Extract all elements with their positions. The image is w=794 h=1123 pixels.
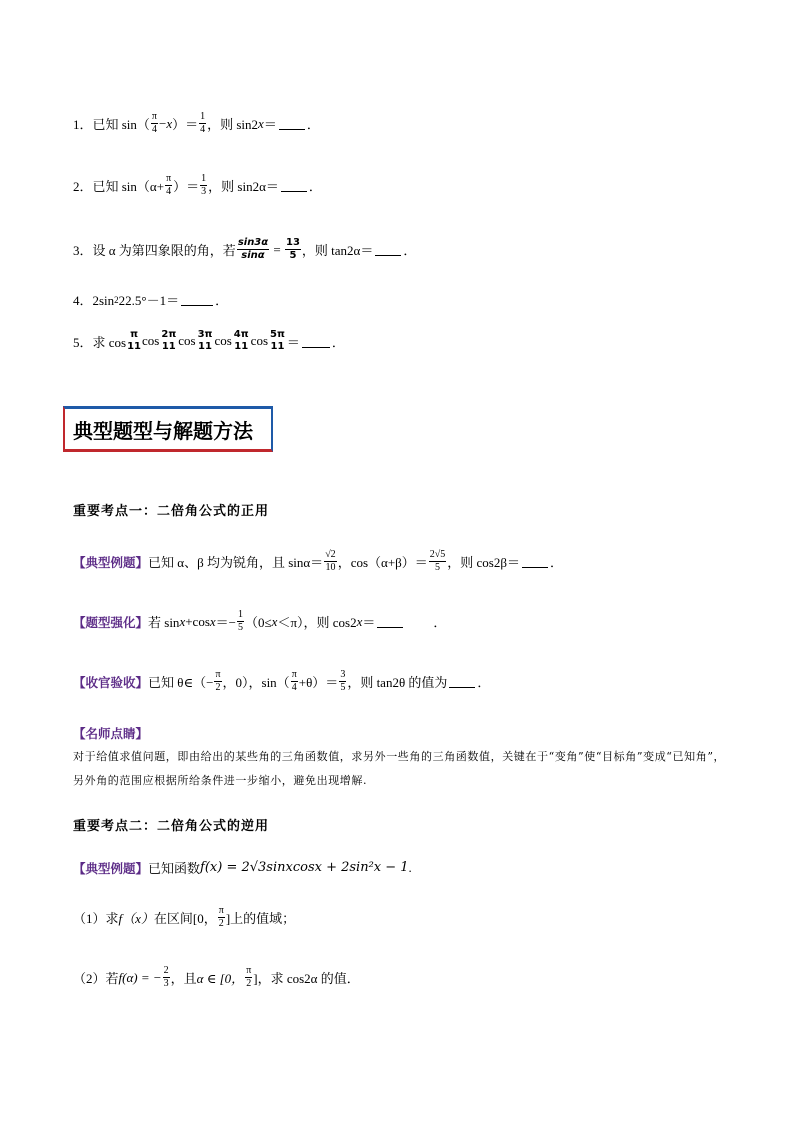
problem-3 <box>73 238 416 261</box>
p1-prefix: 1．已知 sin（ <box>73 117 150 132</box>
q2-frac2-num: π <box>246 965 252 976</box>
ex1-frac1-den: 10 <box>325 562 336 573</box>
answer-blank[interactable] <box>279 117 305 130</box>
q2-fa: f(α) = − <box>118 969 162 985</box>
q2-text3: ]，求 cos2α 的值． <box>253 971 360 986</box>
q2-frac2-den: 2 <box>246 978 252 989</box>
ex2-x: x <box>179 613 186 629</box>
p3-mid: = <box>270 241 284 257</box>
ex4-formula: f(x) = 2√3sinxcosx + 2sin²x − 1 <box>200 860 409 875</box>
q2-alpha: α ∈ [0， <box>196 971 245 986</box>
p3-frac1-den: sinα <box>241 250 265 261</box>
ex3-frac2 <box>291 670 298 693</box>
p3-frac1 <box>237 238 269 261</box>
p5-frac-den: 11 <box>161 341 176 352</box>
p5-frac2 <box>160 330 177 352</box>
p5-frac5 <box>269 330 286 352</box>
ex2-x: x <box>356 613 363 629</box>
section-title-text: 典型题型与解题方法 <box>73 418 253 443</box>
ex1-end: ． <box>549 555 563 570</box>
p4-sup: 2 <box>114 294 119 305</box>
p3-suffix: ，则 tan2α＝ <box>301 243 374 258</box>
key-point-1: 重要考点一：二倍角公式的正用 <box>73 504 270 519</box>
ex3-text2: ，0），sin（ <box>222 675 290 690</box>
q2-text1: （2）若 <box>73 971 119 986</box>
ex1-text3: ，则 cos2β＝ <box>447 555 520 570</box>
answer-blank[interactable] <box>377 615 403 628</box>
p4-suffix: 22.5°－1＝ <box>118 293 180 308</box>
p1-suffix2: ＝ <box>263 117 277 132</box>
p1-mid: − <box>158 115 167 131</box>
p2-frac1-den: 4 <box>166 186 172 197</box>
p5-cos: cos <box>178 333 196 348</box>
p1-frac1-den: 4 <box>151 124 157 135</box>
p2-frac1 <box>165 174 172 197</box>
example-tag: 【题型强化】 <box>73 614 149 630</box>
p1-end: ． <box>306 117 320 132</box>
q1-text1: （1）求 <box>73 911 119 926</box>
ex1-frac1-num: √2 <box>325 549 336 560</box>
p2-frac2 <box>200 174 207 197</box>
ex2-frac1-den: 5 <box>238 622 244 633</box>
p3-end: ． <box>403 243 417 258</box>
p5-frac1 <box>127 330 141 352</box>
answer-blank[interactable] <box>449 675 475 688</box>
p1-frac2 <box>199 112 206 135</box>
p2-frac2-num: 1 <box>201 173 207 184</box>
p2-close: ）＝ <box>173 179 200 194</box>
example-tag: 【典型例题】 <box>73 860 149 876</box>
p5-prefix: 5．求 cos <box>73 334 127 350</box>
p5-frac-num: 5π <box>270 329 285 340</box>
ex3-frac3-den: 5 <box>340 682 346 693</box>
p1-var: x <box>166 115 173 131</box>
example-tag: 【典型例题】 <box>73 554 149 570</box>
answer-blank[interactable] <box>181 293 213 306</box>
ex2-text6: ＝ <box>362 615 376 630</box>
p2-prefix: 2．已知 sin（α+ <box>73 179 165 194</box>
p5-frac3 <box>197 330 214 352</box>
q1-fx: f（x） <box>118 911 154 926</box>
problem-5 <box>73 330 345 352</box>
p1-frac1 <box>151 112 158 135</box>
p5-cos: cos <box>250 333 269 348</box>
p5-cos: cos <box>214 333 232 348</box>
example-2 <box>73 610 446 633</box>
p4-end: ． <box>215 293 229 308</box>
p5-frac-den: 11 <box>234 341 249 352</box>
p1-frac2-den: 4 <box>200 124 206 135</box>
p5-suffix: ＝ <box>286 334 300 350</box>
section-title <box>63 406 273 452</box>
q1-text3: ]上的值域； <box>225 911 296 926</box>
answer-blank[interactable] <box>281 179 307 192</box>
ex2-text4: （0≤ <box>245 615 272 630</box>
example-4-question-2 <box>73 966 360 989</box>
p1-close: ）＝ <box>172 117 199 132</box>
key-point-2: 重要考点二：二倍角公式的逆用 <box>73 819 270 834</box>
example-1 <box>73 550 563 573</box>
ex1-frac2-num: 2√5 <box>429 549 446 560</box>
teacher-note-heading: 【名师点睛】 <box>73 726 149 741</box>
p5-frac-den: 11 <box>270 341 285 352</box>
ex2-text5: ＜π），则 cos2 <box>277 615 357 630</box>
p2-suffix: ，则 sin2α＝ <box>208 179 279 194</box>
q1-frac-num: π <box>218 905 224 916</box>
example-3 <box>73 670 490 693</box>
ex3-text1: 已知 θ∈（− <box>148 675 214 690</box>
p4-prefix: 4．2sin <box>73 293 115 308</box>
ex2-end: ． <box>433 615 447 630</box>
p3-frac1-num: sin3α <box>237 237 269 248</box>
p5-frac4 <box>233 330 250 352</box>
answer-blank[interactable] <box>522 555 548 568</box>
p1-var2: x <box>258 115 264 131</box>
ex1-frac2 <box>429 550 447 573</box>
ex1-frac2-den: 5 <box>435 562 441 573</box>
p5-frac-num: 2π <box>161 329 177 340</box>
q1-frac-den: 2 <box>218 918 224 929</box>
ex2-text2: +cos <box>185 613 210 629</box>
ex3-frac1 <box>214 670 221 693</box>
q1-frac <box>218 906 225 929</box>
ex1-text1: 已知 α、β 均为锐角，且 sinα＝ <box>148 555 324 570</box>
ex3-frac3 <box>339 670 346 693</box>
ex3-frac1-den: 2 <box>215 682 221 693</box>
answer-blank[interactable] <box>375 243 401 256</box>
p2-frac1-num: π <box>166 173 172 184</box>
q2-frac2 <box>245 966 252 989</box>
p5-frac-den: 11 <box>127 341 142 352</box>
ex2-x: x <box>271 613 278 629</box>
ex3-frac2-den: 4 <box>291 682 297 693</box>
p5-frac-num: 4π <box>233 329 249 340</box>
ex2-frac1 <box>237 610 244 633</box>
ex3-frac1-num: π <box>215 669 221 680</box>
p5-end: ． <box>331 334 345 350</box>
ex4-text1: 已知函数 <box>148 861 201 876</box>
p3-frac2-den: 5 <box>289 250 297 261</box>
p1-frac1-num: π <box>151 111 157 122</box>
example-4-question-1 <box>73 906 295 929</box>
q2-frac1-den: 3 <box>163 978 169 989</box>
problem-1 <box>73 112 320 135</box>
example-tag: 【收官验收】 <box>73 674 149 690</box>
ex2-x: x <box>209 613 216 629</box>
ex1-frac1 <box>324 550 337 573</box>
ex3-text3: +θ）＝ <box>298 675 339 690</box>
p2-frac2-den: 3 <box>201 186 207 197</box>
ex3-frac3-num: 3 <box>340 669 346 680</box>
ex2-frac1-num: 1 <box>238 609 244 620</box>
q2-frac1 <box>163 966 170 989</box>
p3-frac2 <box>285 238 301 261</box>
problem-4 <box>73 290 228 309</box>
p3-prefix: 3．设 α 为第四象限的角，若 <box>73 243 236 258</box>
p5-frac-num: 3π <box>197 329 213 340</box>
p5-frac-num: π <box>130 329 139 340</box>
ex2-text1: 若 sin <box>148 615 180 630</box>
ex2-text3: ＝− <box>215 615 237 630</box>
p1-frac2-num: 1 <box>200 111 206 122</box>
ex4-end: . <box>408 859 412 875</box>
q2-text2: ，且 <box>170 971 197 986</box>
q1-text2: 在区间[0， <box>153 911 217 926</box>
example-4 <box>73 858 412 877</box>
ex3-end: ． <box>477 675 491 690</box>
teacher-note-body: 对于给值求值问题，即由给出的某些角的三角函数值，求另外一些角的三角函数值，关键在于“变角”使“目标角”变成“已知角”，另外角的范围应根据所给条件进一步缩小，避免出现增解. <box>73 750 726 787</box>
p5-frac-den: 11 <box>198 341 212 352</box>
p2-end: ． <box>308 179 322 194</box>
p5-cos: cos <box>142 333 160 348</box>
p1-suffix: ，则 sin2 <box>207 117 259 132</box>
p3-frac2-num: 13 <box>285 237 300 248</box>
ex3-frac2-num: π <box>291 669 297 680</box>
problem-2 <box>73 174 322 197</box>
ex3-text4: ，则 tan2θ 的值为 <box>347 675 448 690</box>
answer-blank[interactable] <box>302 335 330 348</box>
q2-frac1-num: 2 <box>163 965 169 976</box>
ex1-text2: ，cos（α+β）＝ <box>337 555 428 570</box>
